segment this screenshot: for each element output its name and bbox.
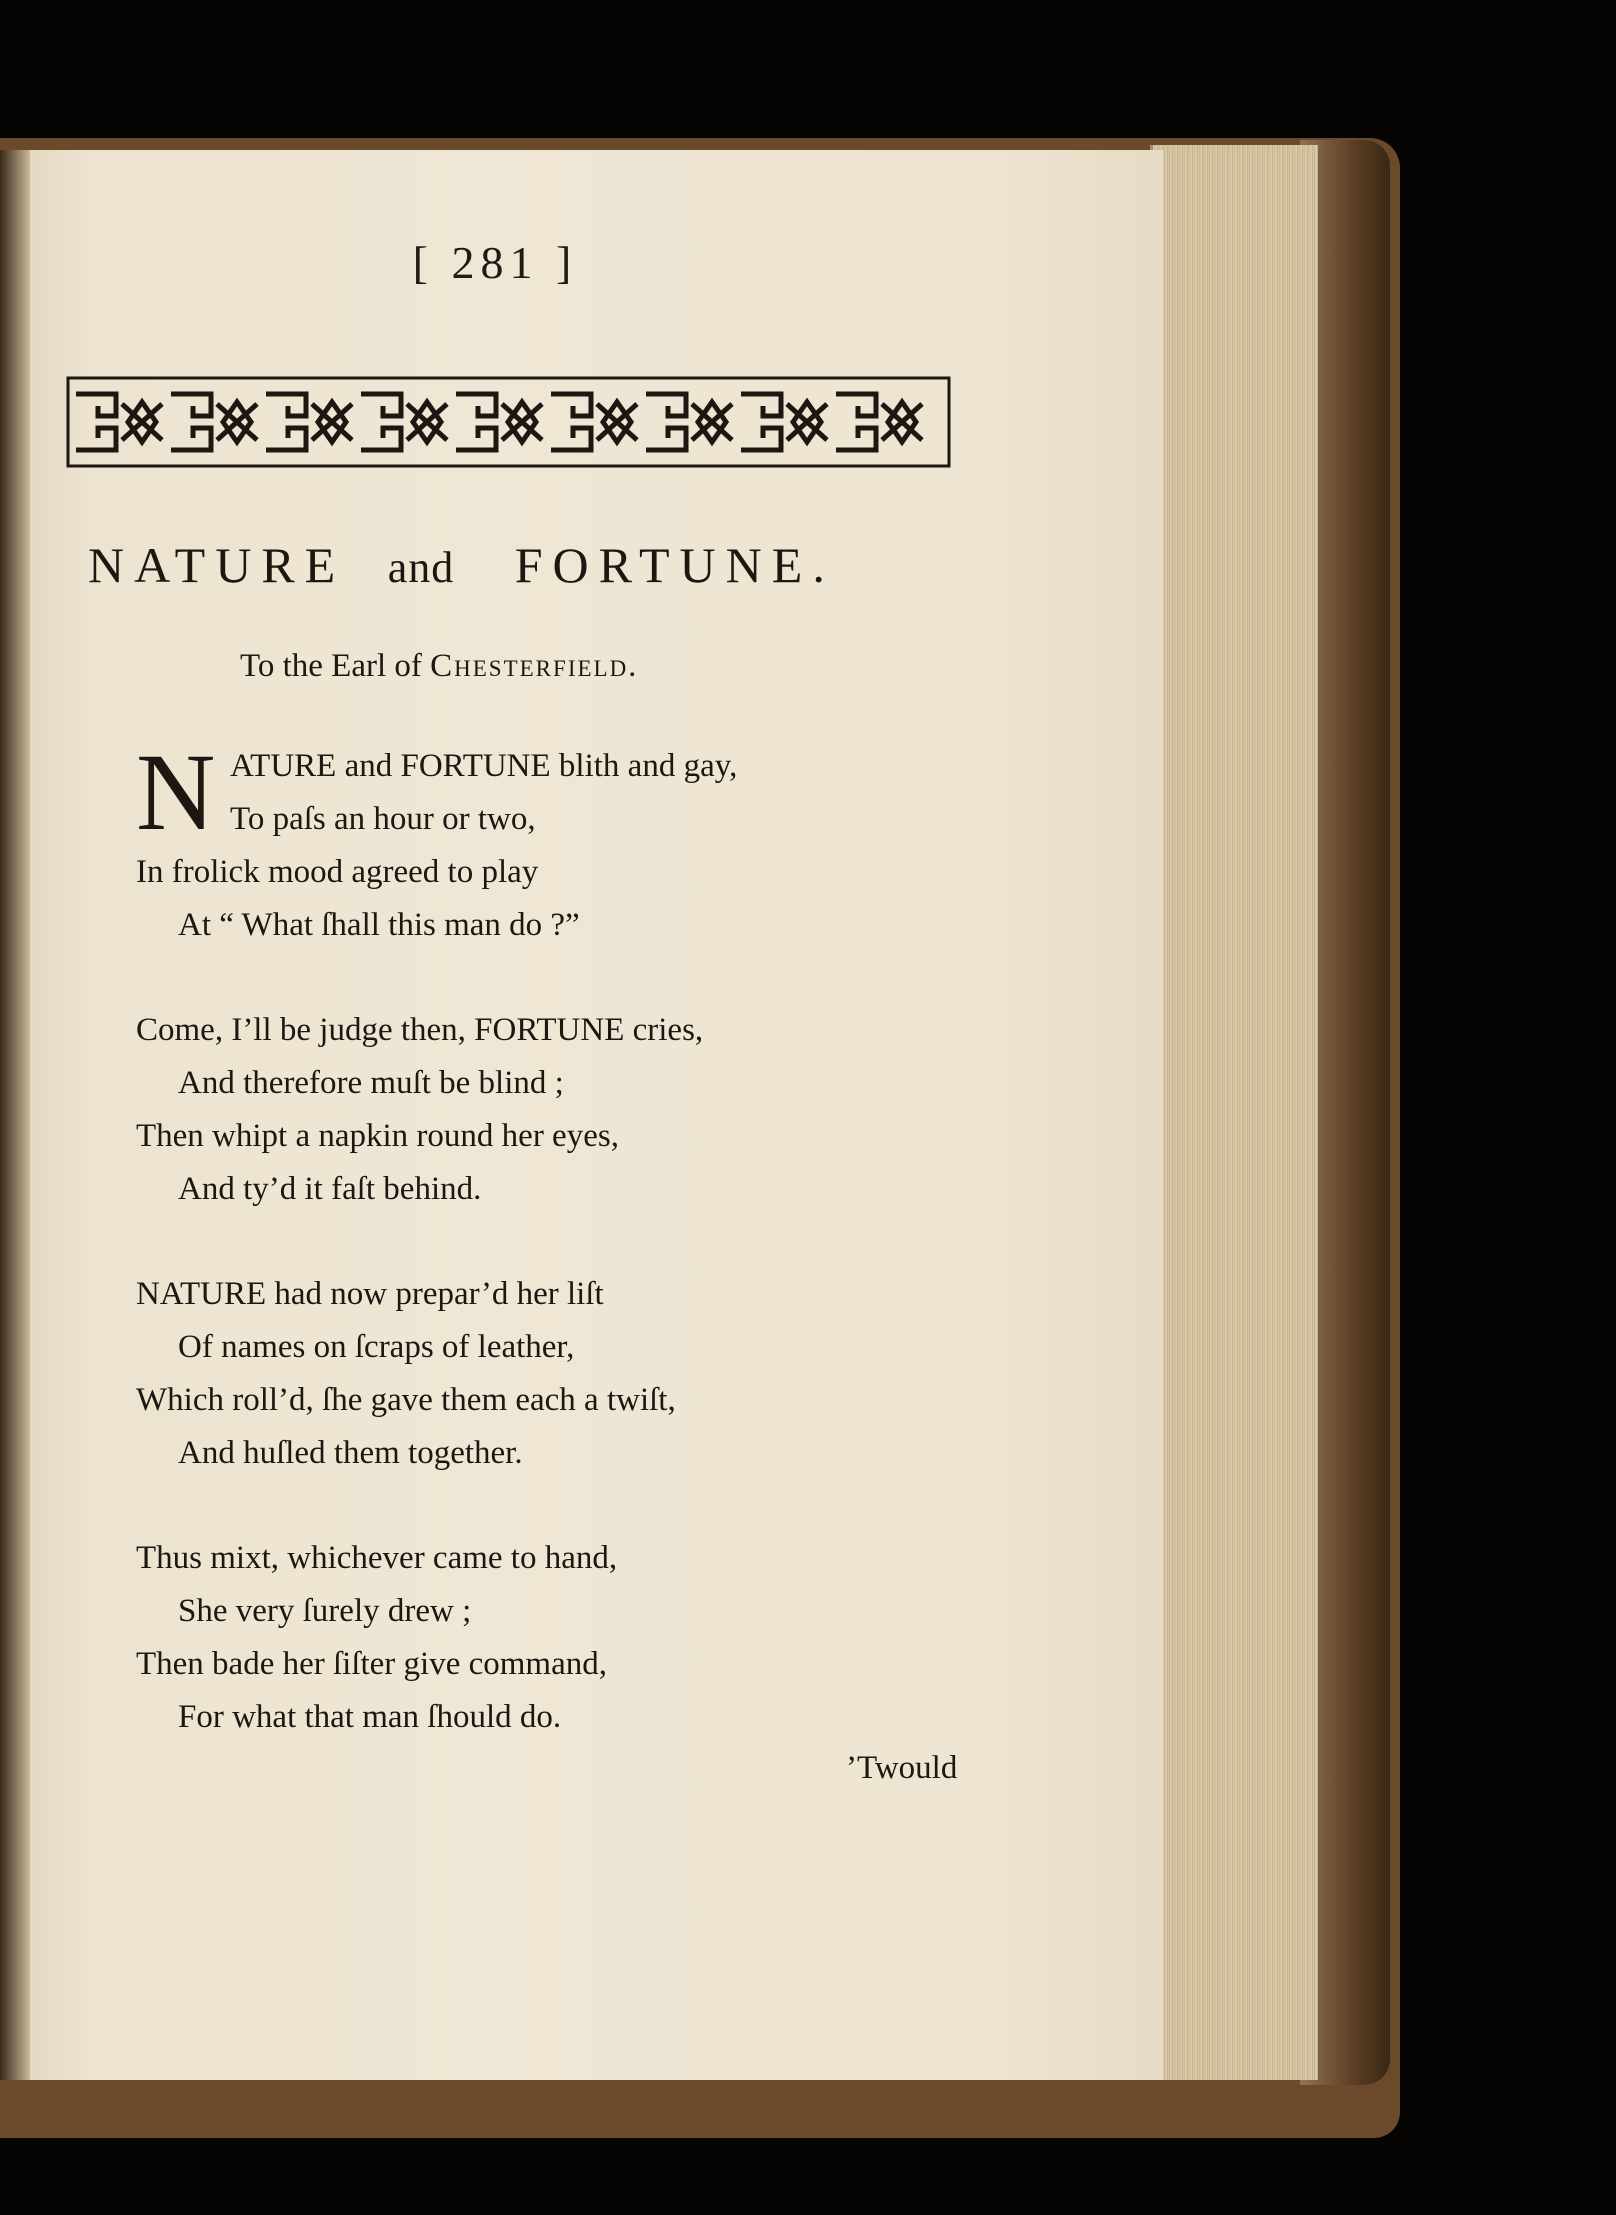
title-fortune: FORTUNE. — [514, 537, 835, 593]
stanza — [136, 1004, 956, 1216]
verse-line: NATURE had now prepar’d her liſt — [136, 1276, 604, 1312]
verse-line: Then bade her ſiſter give command, — [136, 1646, 607, 1682]
verse-line: And therefore muſt be blind ; — [178, 1065, 564, 1101]
verse-line: ATURE and FORTUNE blith and gay, — [230, 748, 738, 784]
gutter-shadow — [0, 150, 30, 2080]
decorative-ornament-band — [66, 374, 951, 470]
verse-line: Which roll’d, ſhe gave them each a twiſt, — [136, 1382, 676, 1418]
drop-cap: N — [136, 731, 216, 853]
poem-body — [136, 731, 956, 1790]
verse-line: She very ſurely drew ; — [178, 1593, 472, 1629]
page-number: [ 281 ] — [412, 237, 578, 288]
verse-line: Come, I’ll be judge then, FORTUNE cries, — [136, 1012, 704, 1048]
poem-title — [88, 536, 938, 606]
verse-line: At “ What ſhall this man do ?” — [178, 907, 580, 943]
dedication — [240, 648, 840, 698]
stanza — [136, 731, 956, 952]
verse-line: And ty’d it faſt behind. — [178, 1171, 482, 1207]
verse-line: Then whipt a napkin round her eyes, — [136, 1118, 619, 1154]
verse-line: In frolick mood agreed to play — [136, 854, 539, 890]
verse-line: Thus mixt, whichever came to hand, — [136, 1540, 618, 1576]
title-and: and — [387, 543, 455, 592]
verse-line: For what that man ſhould do. — [178, 1699, 562, 1735]
page-edges — [1150, 145, 1318, 2080]
stanza — [136, 1268, 956, 1480]
catchword: ’Twould — [846, 1750, 958, 1786]
verse-line: Of names on ſcraps of leather, — [178, 1329, 575, 1365]
dedication-prefix: To the Earl of — [240, 648, 422, 684]
verse-line: To paſs an hour or two, — [230, 801, 536, 837]
stanza — [136, 1532, 956, 1744]
verse-line: And huſled them together. — [178, 1435, 523, 1471]
dedication-name: Chesterfield. — [430, 648, 639, 684]
title-nature: NATURE — [88, 537, 346, 593]
